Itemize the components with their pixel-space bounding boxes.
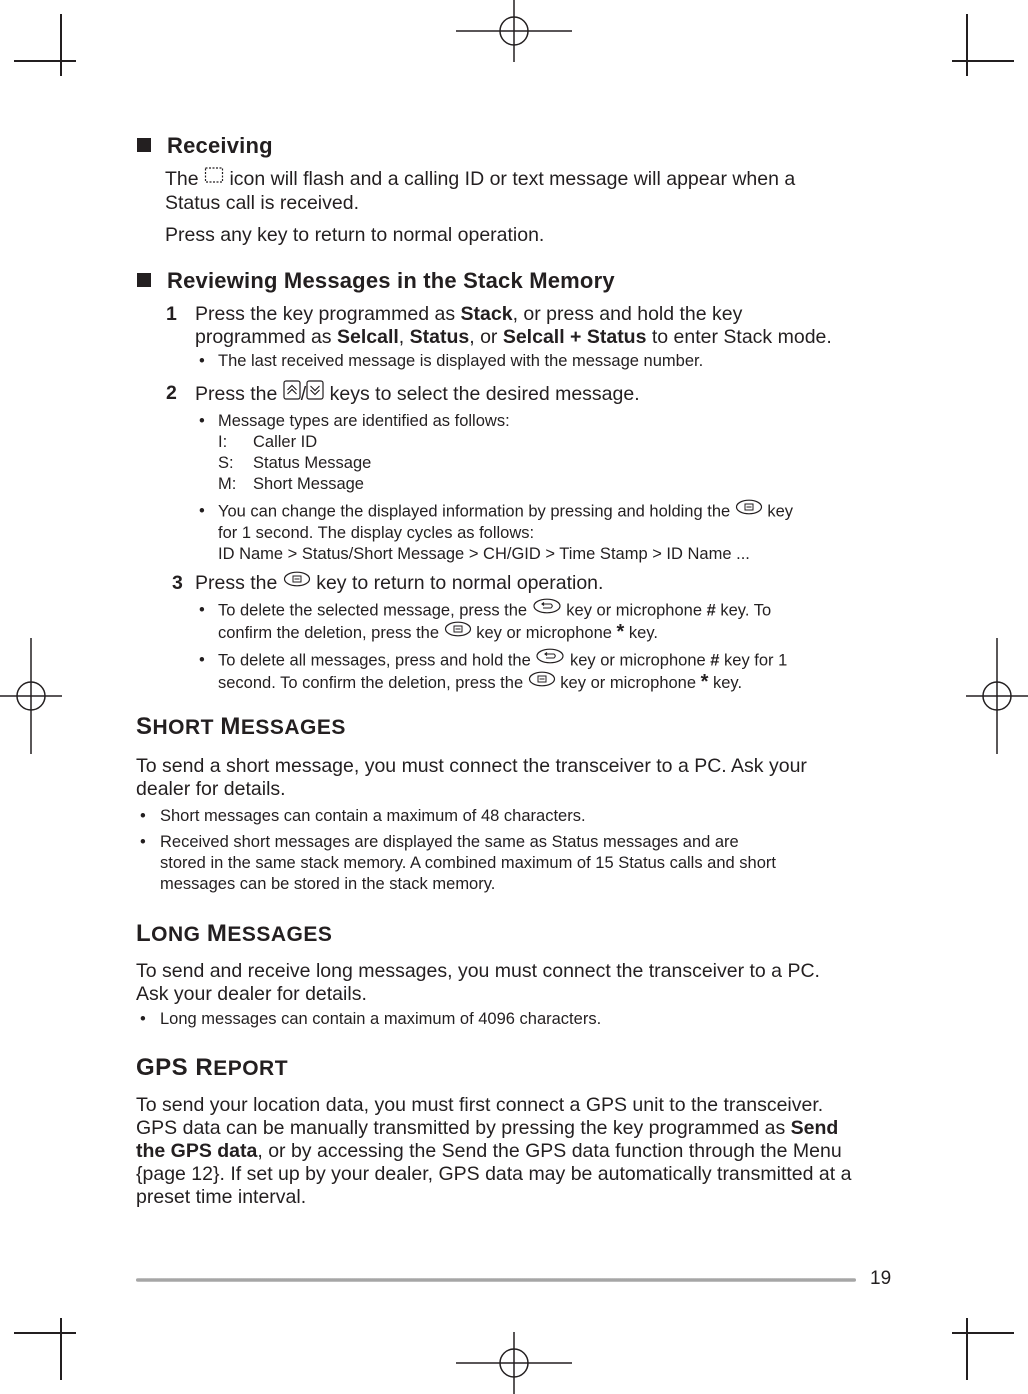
long-messages-bullet-1: Long messages can contain a maximum of 4096 characters. (160, 1010, 602, 1028)
footer-rule (136, 1278, 856, 1282)
square-bullet-icon (137, 138, 151, 152)
short-messages-bullet-2: Received short messages are displayed the same as Status messages and are stored in the same stack memory. A combined maximum of 15 Status calls and short messages can be stored in the stack memory. (160, 833, 776, 893)
back-key-icon (535, 648, 565, 670)
step-2-bullet-2: You can change the displayed information by pressing and holding the key for 1 second. The display cycles as follows: ID Name > Status/Short Message > CH/GID > Time Stamp > ID Name ... (218, 501, 793, 565)
status-call-icon (204, 166, 224, 190)
menu-key-icon (735, 499, 763, 521)
menu-key-icon (283, 570, 311, 593)
short-messages-title: SHORT MESSAGES (136, 713, 346, 740)
bullet-icon: • (140, 1010, 146, 1028)
page-number: 19 (870, 1268, 892, 1289)
step-1-text: Press the key programmed as Stack, or press and hold the key programmed as Selcall, Status, or Selcall + Status to enter Stack mode. (195, 303, 832, 348)
bullet-icon: • (199, 352, 205, 370)
receiving-text: The icon will flash and a calling ID or text message will appear when a Status call is received. Press any key to return to normal operation. (165, 168, 885, 247)
short-messages-text: To send a short message, you must connect the transceiver to a PC. Ask your dealer for details. (136, 755, 807, 800)
bullet-icon: • (199, 412, 205, 430)
short-messages-bullet-1: Short messages can contain a maximum of 48 characters. (160, 807, 586, 825)
gps-report-text: To send your location data, you must first connect a GPS unit to the transceiver. GPS data can be manually transmitted by pressing the key programmed as Send the GPS data, or by accessing the Send the GPS data function through the Menu {page 12}. If set up by your dealer, GPS data may be automatically transmitted at a preset time interval. (136, 1094, 852, 1208)
step-3-bullet-2: To delete all messages, press and hold the key or microphone # key for 1 second. To confirm the deletion, press the key or microphone * key. (218, 650, 787, 695)
receiving-heading: Receiving (137, 133, 273, 159)
up-key-icon (283, 380, 301, 406)
step-number: 3 (172, 572, 183, 594)
long-messages-title: LONG MESSAGES (136, 920, 333, 947)
bullet-icon: • (199, 502, 205, 520)
step-number: 2 (166, 382, 177, 404)
step-2-text: Press the / keys to select the desired message. (195, 382, 640, 408)
step-1-bullet: The last received message is displayed with the message number. (218, 352, 704, 370)
down-key-icon (306, 380, 324, 406)
step-3-text: Press the key to return to normal operation. (195, 572, 604, 594)
bullet-icon: • (199, 651, 205, 669)
bullet-icon: • (140, 807, 146, 825)
reviewing-heading: Reviewing Messages in the Stack Memory (137, 268, 615, 294)
menu-key-icon (444, 621, 472, 643)
back-key-icon (532, 598, 562, 620)
step-3-bullet-1: To delete the selected message, press the key or microphone # key. To confirm the deletion, press the key or microphone * key. (218, 600, 771, 645)
menu-key-icon (528, 671, 556, 693)
gps-report-title: GPS REPORT (136, 1054, 289, 1081)
bullet-icon: • (140, 833, 146, 851)
square-bullet-icon (137, 273, 151, 287)
bullet-icon: • (199, 601, 205, 619)
long-messages-text: To send and receive long messages, you must connect the transceiver to a PC. Ask your dealer for details. (136, 960, 820, 1005)
step-2-bullet-1: Message types are identified as follows: I: Caller ID S: Status Message M: Short Message (218, 412, 510, 493)
step-number: 1 (166, 303, 177, 325)
